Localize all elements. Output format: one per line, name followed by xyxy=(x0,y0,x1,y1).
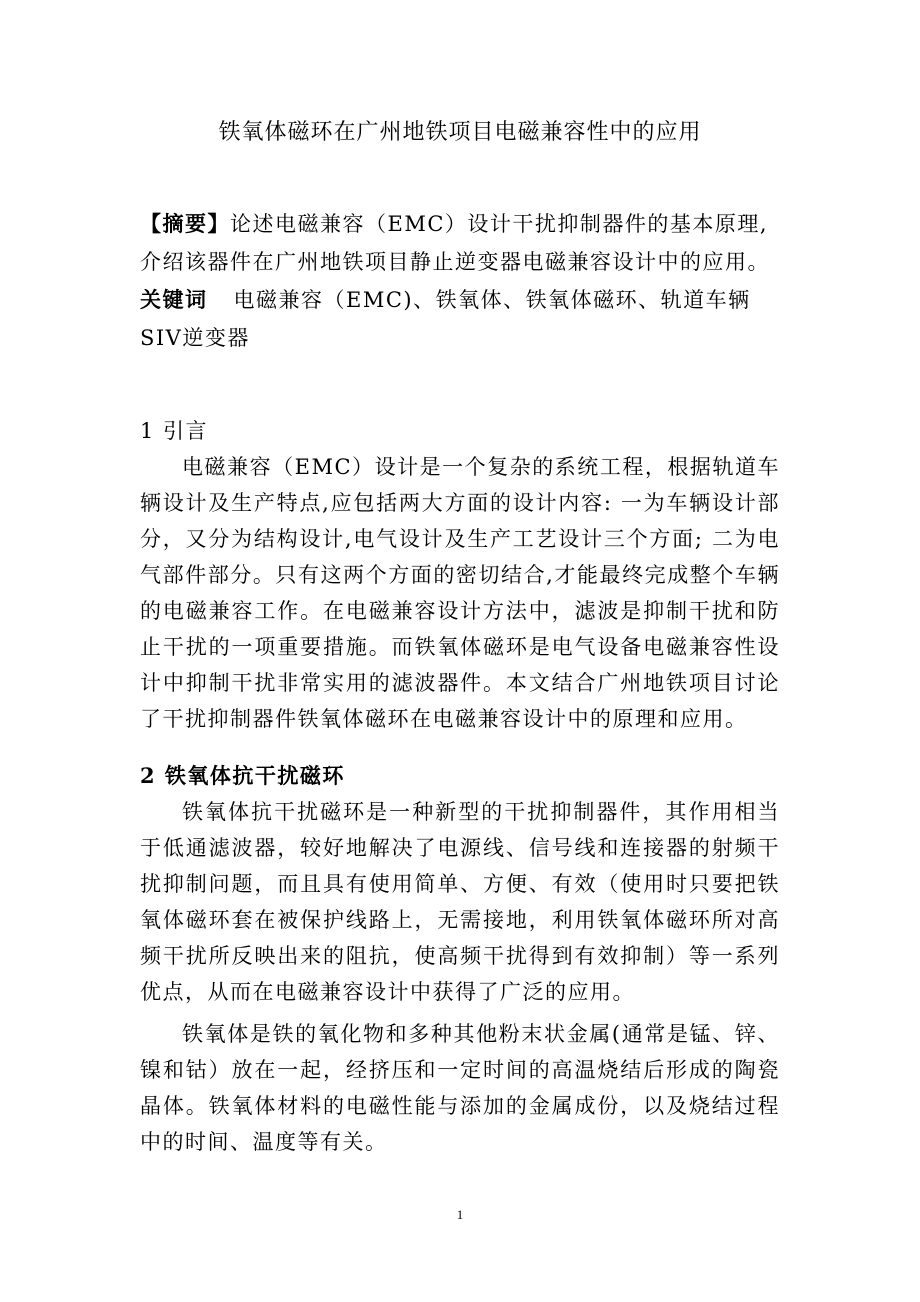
keywords-text: 电磁兼容（EMC)、铁氧体、铁氧体磁环、轨道车辆 SIV逆变器 xyxy=(140,288,751,350)
abstract-text: 论述电磁兼容（EMC）设计干扰抑制器件的基本原理,介绍该器件在广州地铁项目静止逆变器电磁兼容设计中的应用。 xyxy=(140,212,770,274)
section-introduction xyxy=(140,413,780,737)
section-ferrite-ring xyxy=(140,758,780,1160)
body-paragraph: 铁氧体抗干扰磁环是一种新型的干扰抑制器件，其作用相当于低通滤波器，较好地解决了电源线、信号线和连接器的射频干扰抑制问题，而且具有使用简单、方便、有效（使用时只要把铁氧体磁环套在被保护线路上，无需接地，利用铁氧体磁环所对高频干扰所反映出来的阻抗，使高频干扰得到有效抑制）等一系列优点，从而在电磁兼容设计中获得了广泛的应用。 xyxy=(140,800,780,1004)
abstract-label: 【摘要】 xyxy=(140,211,230,236)
page-title: 铁氧体磁环在广州地铁项目电磁兼容性中的应用 xyxy=(218,120,702,145)
keywords-label: 关键词 xyxy=(140,287,208,312)
page-number: 1 xyxy=(456,1207,464,1222)
body-paragraph: 电磁兼容（EMC）设计是一个复杂的系统工程，根据轨道车辆设计及生产特点,应包括两大方面的设计内容: 一为车辆设计部分，又分为结构设计,电气设计及生产工艺设计三个方面; 二为电气部件部分。只有这两个方面的密切结合,才能最终完成整个车辆的电磁兼容工作。在电磁兼容设计方法中，滤波是抑制干扰和防止干扰的一项重要措施。而铁氧体磁环是电气设备电磁兼容性设计中抑制干扰非常实用的滤波器件。本文结合广州地铁项目讨论了干扰抑制器件铁氧体磁环在电磁兼容设计中的原理和应用。 xyxy=(140,455,780,731)
body-paragraph: 铁氧体是铁的氧化物和多种其他粉末状金属(通常是锰、锌、镍和钴）放在一起，经挤压和一定时间的高温烧结后形成的陶瓷晶体。铁氧体材料的电磁性能与添加的金属成份，以及烧结过程中的时间、温度等有关。 xyxy=(140,1022,780,1154)
keywords-paragraph xyxy=(140,281,780,357)
section-heading: 1 引言 xyxy=(140,419,209,443)
abstract-block xyxy=(140,205,780,357)
abstract-paragraph xyxy=(140,205,780,281)
section-heading: 2 铁氧体抗干扰磁环 xyxy=(140,763,345,788)
